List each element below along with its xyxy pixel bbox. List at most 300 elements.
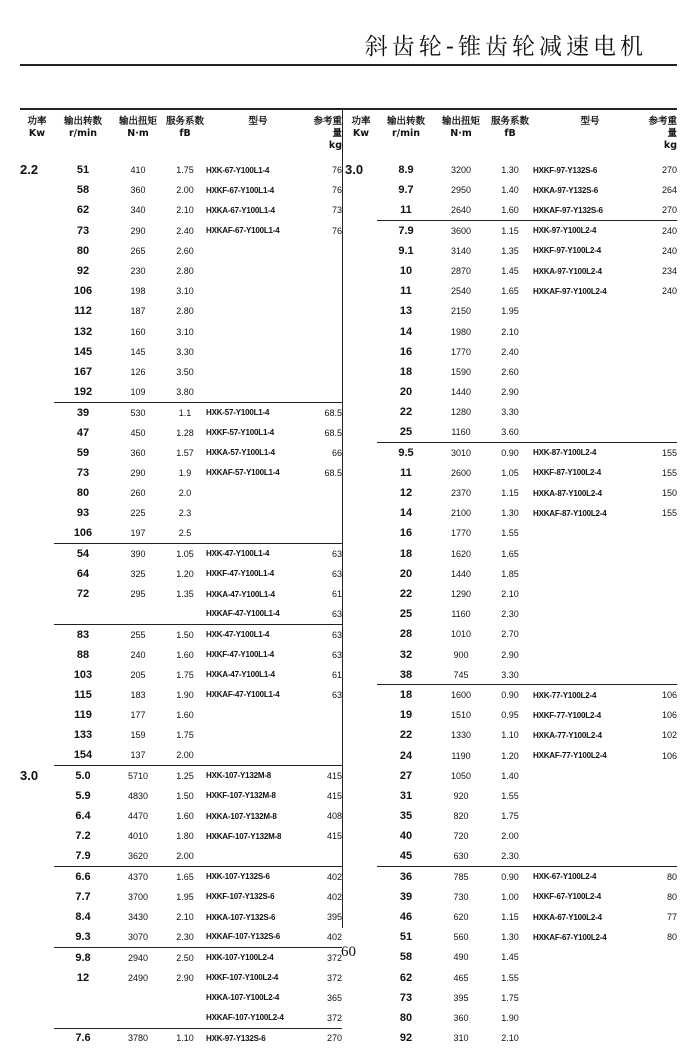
service-factor-cell: 2.5 bbox=[178, 528, 192, 539]
rpm-cell: 73 bbox=[76, 224, 90, 237]
left-header-row bbox=[20, 110, 342, 160]
table-row bbox=[345, 463, 677, 483]
torque-cell: 290 bbox=[130, 467, 146, 478]
service-factor-cell: 3.10 bbox=[176, 326, 194, 337]
kw-cell bbox=[345, 604, 377, 624]
model-cell bbox=[206, 362, 310, 382]
rpm-cell: 115 bbox=[74, 688, 92, 701]
service-factor-cell: 1.80 bbox=[176, 831, 194, 842]
torque-cell: 205 bbox=[130, 669, 146, 680]
torque-cell: 310 bbox=[453, 1033, 469, 1044]
torque-cell: 126 bbox=[130, 366, 146, 377]
kw-cell bbox=[20, 281, 54, 301]
model-cell: HXKF-77-Y100L2-4 bbox=[533, 710, 601, 720]
model-cell: HXKAF-67-Y100L2-4 bbox=[533, 932, 607, 942]
service-factor-cell: 3.30 bbox=[176, 346, 194, 357]
kw-cell bbox=[345, 584, 377, 604]
rpm-cell: 103 bbox=[73, 668, 93, 681]
model-cell: HXKA-107-Y100L2-4 bbox=[206, 993, 280, 1003]
service-factor-cell: 1.60 bbox=[501, 205, 519, 216]
service-factor-cell: 3.30 bbox=[501, 407, 519, 418]
kw-cell bbox=[20, 1008, 54, 1028]
table-row bbox=[345, 342, 677, 362]
service-factor-cell: 1.75 bbox=[501, 811, 519, 822]
weight-cell: 63 bbox=[310, 544, 342, 564]
weight-cell bbox=[310, 483, 342, 503]
kw-cell bbox=[20, 382, 54, 402]
service-factor-cell: 1.45 bbox=[501, 266, 519, 277]
table-row bbox=[20, 907, 342, 927]
torque-cell: 2950 bbox=[450, 185, 472, 196]
rpm-cell: 20 bbox=[399, 567, 413, 580]
weight-cell bbox=[647, 766, 677, 786]
model-cell bbox=[533, 362, 647, 382]
model-cell bbox=[533, 665, 647, 685]
table-row bbox=[345, 645, 677, 665]
weight-cell: 155 bbox=[661, 508, 677, 519]
weight-cell: 63 bbox=[331, 608, 342, 619]
table-row bbox=[20, 988, 342, 1008]
table-row bbox=[20, 968, 342, 988]
service-factor-cell: 1.55 bbox=[501, 528, 519, 539]
service-factor-cell: 2.30 bbox=[501, 851, 519, 862]
kw-cell bbox=[20, 887, 54, 907]
rpm-cell: 32 bbox=[399, 648, 413, 661]
weight-cell bbox=[647, 604, 677, 624]
weight-cell: 66 bbox=[331, 447, 342, 458]
service-factor-cell: 1.60 bbox=[176, 710, 194, 721]
weight-cell bbox=[310, 382, 342, 402]
weight-cell: 63 bbox=[331, 568, 342, 579]
model-cell: HXK-67-Y100L1-4 bbox=[206, 165, 270, 175]
service-factor-cell bbox=[164, 604, 206, 624]
model-cell bbox=[533, 806, 647, 826]
rpm-cell: 18 bbox=[399, 365, 413, 378]
weight-cell bbox=[310, 301, 342, 321]
service-factor-cell: 1.30 bbox=[501, 508, 519, 519]
weight-cell bbox=[647, 988, 677, 1008]
model-cell bbox=[533, 584, 647, 604]
table-row bbox=[20, 604, 342, 624]
weight-cell: 73 bbox=[331, 205, 342, 216]
weight-cell: 63 bbox=[331, 649, 342, 660]
kw-cell bbox=[345, 523, 377, 543]
table-row bbox=[20, 261, 342, 281]
rpm-cell: 16 bbox=[399, 345, 413, 358]
kw-cell bbox=[20, 544, 54, 564]
model-cell bbox=[206, 281, 310, 301]
model-cell: HXKF-67-Y100L2-4 bbox=[533, 892, 601, 902]
torque-cell: 900 bbox=[453, 649, 469, 660]
kw-cell bbox=[345, 846, 377, 866]
rpm-cell: 11 bbox=[400, 466, 412, 479]
torque-cell: 295 bbox=[130, 589, 146, 600]
kw-cell: 3.0 bbox=[20, 767, 39, 783]
model-cell bbox=[206, 241, 310, 261]
weight-cell: 372 bbox=[326, 1012, 342, 1023]
service-factor-cell: 2.10 bbox=[501, 589, 519, 600]
header-service-factor: 服务系数 fB bbox=[165, 116, 204, 139]
model-cell bbox=[206, 301, 310, 321]
torque-cell: 1510 bbox=[450, 710, 472, 721]
kw-cell bbox=[20, 826, 54, 846]
table-row bbox=[345, 241, 677, 261]
weight-cell bbox=[310, 322, 342, 342]
torque-cell: 1290 bbox=[450, 589, 472, 600]
model-cell bbox=[533, 301, 647, 321]
service-factor-cell: 2.10 bbox=[501, 326, 519, 337]
weight-cell: 106 bbox=[661, 750, 677, 761]
service-factor-cell: 2.70 bbox=[501, 629, 519, 640]
rpm-cell: 9.1 bbox=[398, 244, 414, 257]
torque-cell: 630 bbox=[453, 851, 469, 862]
rpm-cell: 9.8 bbox=[54, 947, 112, 967]
rpm-cell: 8.9 bbox=[398, 164, 414, 177]
kw-cell bbox=[20, 221, 54, 241]
weight-cell bbox=[647, 645, 677, 665]
weight-cell: 372 bbox=[310, 947, 342, 967]
table-row bbox=[345, 624, 677, 644]
model-cell: HXKAF-107-Y100L2-4 bbox=[206, 1013, 284, 1023]
left-spec-table bbox=[20, 110, 342, 1048]
table-row bbox=[20, 1028, 342, 1048]
model-cell bbox=[206, 342, 310, 362]
rpm-cell: 132 bbox=[73, 325, 93, 338]
rpm-cell: 25 bbox=[399, 426, 413, 439]
model-cell: HXK-67-Y100L2-4 bbox=[533, 867, 647, 887]
table-row bbox=[20, 766, 342, 786]
rpm-cell: 35 bbox=[399, 810, 413, 823]
service-factor-cell: 1.20 bbox=[176, 568, 194, 579]
rpm-cell: 133 bbox=[73, 729, 93, 742]
weight-cell: 240 bbox=[647, 221, 677, 241]
torque-cell: 3070 bbox=[127, 931, 149, 942]
kw-cell bbox=[20, 241, 54, 261]
header-rpm: 输出转数 r/min bbox=[386, 116, 425, 139]
service-factor-cell: 1.75 bbox=[176, 165, 194, 176]
kw-cell bbox=[345, 180, 377, 200]
model-cell bbox=[533, 766, 647, 786]
table-row bbox=[20, 443, 342, 463]
weight-cell: 80 bbox=[666, 932, 677, 943]
service-factor-cell: 1.65 bbox=[501, 548, 519, 559]
model-cell: HXKF-107-Y132M-8 bbox=[206, 791, 276, 801]
model-cell: HXKAF-47-Y100L1-4 bbox=[206, 609, 280, 619]
kw-cell bbox=[345, 887, 377, 907]
kw-cell bbox=[345, 745, 377, 765]
weight-cell: 63 bbox=[310, 624, 342, 644]
torque-cell: 109 bbox=[130, 386, 146, 397]
torque-cell: 395 bbox=[453, 992, 469, 1003]
service-factor-cell: 3.10 bbox=[176, 286, 194, 297]
model-cell bbox=[533, 846, 647, 866]
torque-cell: 187 bbox=[130, 306, 146, 317]
model-cell bbox=[533, 1008, 647, 1028]
kw-cell bbox=[20, 261, 54, 281]
weight-cell: 76 bbox=[331, 225, 342, 236]
weight-cell: 102 bbox=[661, 730, 677, 741]
rpm-cell: 7.2 bbox=[75, 830, 91, 843]
table-row bbox=[20, 645, 342, 665]
kw-cell bbox=[345, 402, 377, 422]
rpm-cell: 80 bbox=[399, 1011, 413, 1024]
table-row bbox=[20, 665, 342, 685]
rpm-cell: 51 bbox=[399, 931, 413, 944]
table-row bbox=[345, 261, 677, 281]
service-factor-cell: 1.10 bbox=[501, 730, 519, 741]
kw-cell bbox=[20, 443, 54, 463]
service-factor-cell: 1.75 bbox=[501, 992, 519, 1003]
service-factor-cell: 1.05 bbox=[164, 544, 206, 564]
torque-cell: 1010 bbox=[450, 629, 472, 640]
torque-cell: 5710 bbox=[112, 766, 164, 786]
kw-cell bbox=[20, 988, 54, 1008]
table-row bbox=[345, 544, 677, 564]
kw-cell bbox=[20, 564, 54, 584]
rpm-cell: 38 bbox=[399, 668, 413, 681]
service-factor-cell: 1.15 bbox=[487, 221, 533, 241]
rpm-cell: 73 bbox=[399, 991, 413, 1004]
table-row bbox=[20, 523, 342, 543]
model-cell bbox=[533, 402, 647, 422]
service-factor-cell: 1.40 bbox=[501, 185, 519, 196]
table-row bbox=[345, 483, 677, 503]
table-row bbox=[20, 705, 342, 725]
kw-cell bbox=[345, 564, 377, 584]
weight-cell bbox=[310, 725, 342, 745]
kw-cell bbox=[345, 483, 377, 503]
title-rule bbox=[20, 64, 677, 66]
torque-cell: 4470 bbox=[127, 811, 149, 822]
table-row bbox=[20, 685, 342, 705]
torque-cell: 360 bbox=[130, 185, 146, 196]
weight-cell: 415 bbox=[326, 831, 342, 842]
service-factor-cell: 1.95 bbox=[501, 306, 519, 317]
rpm-cell: 8.4 bbox=[75, 911, 91, 924]
weight-cell: 270 bbox=[310, 1028, 342, 1048]
torque-cell: 1280 bbox=[450, 407, 472, 418]
service-factor-cell: 3.80 bbox=[176, 386, 194, 397]
model-cell: HXKF-107-Y100L2-4 bbox=[206, 973, 279, 983]
service-factor-cell: 0.90 bbox=[487, 867, 533, 887]
rpm-cell: 22 bbox=[399, 729, 413, 742]
kw-cell bbox=[20, 907, 54, 927]
weight-cell bbox=[310, 523, 342, 543]
service-factor-cell: 2.00 bbox=[501, 831, 519, 842]
torque-cell: 1160 bbox=[451, 609, 471, 620]
page-title: 斜齿轮-锥齿轮减速电机 bbox=[364, 34, 647, 60]
torque-cell: 490 bbox=[453, 952, 469, 963]
table-row bbox=[20, 503, 342, 523]
table-row bbox=[20, 725, 342, 745]
header-kw: 功率 Kw bbox=[351, 116, 371, 139]
rpm-cell: 62 bbox=[76, 204, 90, 217]
column-divider bbox=[342, 108, 343, 928]
left-table-section bbox=[20, 110, 342, 1048]
rpm-cell: 46 bbox=[399, 911, 413, 924]
service-factor-cell: 2.40 bbox=[176, 225, 194, 236]
table-row bbox=[20, 806, 342, 826]
kw-cell bbox=[20, 463, 54, 483]
torque-cell: 160 bbox=[130, 326, 146, 337]
torque-cell: 3010 bbox=[435, 443, 487, 463]
torque-cell: 785 bbox=[435, 867, 487, 887]
weight-cell bbox=[310, 261, 342, 281]
kw-cell bbox=[20, 685, 54, 705]
table-row bbox=[345, 160, 677, 180]
weight-cell: 76 bbox=[331, 165, 342, 176]
rpm-cell: 14 bbox=[399, 325, 413, 338]
model-cell bbox=[206, 503, 310, 523]
model-cell: HXK-107-Y100L2-4 bbox=[206, 947, 310, 967]
rpm-cell: 5.0 bbox=[54, 766, 112, 786]
weight-cell bbox=[647, 544, 677, 564]
service-factor-cell: 2.90 bbox=[501, 649, 519, 660]
model-cell bbox=[533, 422, 647, 442]
service-factor-cell: 2.60 bbox=[501, 366, 519, 377]
table-row bbox=[345, 786, 677, 806]
kw-cell bbox=[345, 826, 377, 846]
weight-cell: 365 bbox=[326, 992, 342, 1003]
model-cell: HXKF-97-Y132S-6 bbox=[533, 165, 598, 175]
service-factor-cell: 2.30 bbox=[501, 609, 519, 620]
weight-cell: 408 bbox=[326, 811, 342, 822]
model-cell: HXKA-87-Y100L2-4 bbox=[533, 488, 602, 498]
model-cell bbox=[206, 725, 310, 745]
table-row bbox=[20, 281, 342, 301]
model-cell: HXKAF-77-Y100L2-4 bbox=[533, 751, 607, 761]
rpm-cell: 47 bbox=[76, 426, 90, 439]
service-factor-cell: 1.20 bbox=[501, 750, 519, 761]
weight-cell bbox=[647, 301, 677, 321]
service-factor-cell: 1.90 bbox=[176, 689, 194, 700]
kw-cell bbox=[345, 281, 377, 301]
weight-cell bbox=[310, 342, 342, 362]
table-row bbox=[20, 544, 342, 564]
kw-cell bbox=[20, 624, 54, 644]
model-cell bbox=[533, 988, 647, 1008]
rpm-cell: 39 bbox=[54, 402, 112, 422]
model-cell bbox=[533, 322, 647, 342]
weight-cell: 150 bbox=[661, 488, 677, 499]
service-factor-cell: 1.60 bbox=[176, 811, 194, 822]
rpm-cell: 6.4 bbox=[75, 810, 91, 823]
service-factor-cell: 2.00 bbox=[176, 185, 194, 196]
kw-cell bbox=[345, 544, 377, 564]
model-cell bbox=[206, 705, 310, 725]
kw-cell bbox=[345, 806, 377, 826]
torque-cell: 1590 bbox=[450, 366, 472, 377]
service-factor-cell: 2.60 bbox=[176, 245, 194, 256]
model-cell: HXKF-67-Y100L1-4 bbox=[206, 185, 274, 195]
kw-cell bbox=[345, 241, 377, 261]
kw-cell bbox=[345, 786, 377, 806]
weight-cell bbox=[647, 342, 677, 362]
kw-cell bbox=[20, 342, 54, 362]
kw-cell bbox=[20, 483, 54, 503]
rpm-cell: 167 bbox=[73, 365, 93, 378]
service-factor-cell: 3.60 bbox=[501, 427, 519, 438]
weight-cell: 106 bbox=[661, 710, 677, 721]
service-factor-cell: 3.50 bbox=[176, 366, 194, 377]
service-factor-cell: 1.57 bbox=[176, 447, 194, 458]
weight-cell bbox=[647, 624, 677, 644]
page-number: 60 bbox=[341, 944, 356, 960]
model-cell: HXKF-97-Y100L2-4 bbox=[533, 246, 601, 256]
model-cell bbox=[533, 564, 647, 584]
torque-cell: 290 bbox=[130, 225, 146, 236]
kw-cell bbox=[345, 1028, 377, 1048]
rpm-cell: 72 bbox=[76, 588, 90, 601]
service-factor-cell: 2.90 bbox=[176, 972, 194, 983]
kw-cell bbox=[20, 867, 54, 887]
torque-cell: 255 bbox=[112, 624, 164, 644]
rpm-cell: 25 bbox=[399, 608, 413, 621]
table-row bbox=[345, 221, 677, 241]
service-factor-cell: 1.60 bbox=[176, 649, 194, 660]
kw-cell bbox=[20, 200, 54, 220]
weight-cell: 402 bbox=[326, 891, 342, 902]
weight-cell: 415 bbox=[326, 790, 342, 801]
weight-cell bbox=[310, 745, 342, 765]
kw-cell bbox=[20, 523, 54, 543]
kw-cell bbox=[20, 422, 54, 442]
model-cell: HXKA-107-Y132M-8 bbox=[206, 811, 277, 821]
rpm-cell: 9.5 bbox=[377, 443, 435, 463]
torque-cell: 360 bbox=[130, 447, 146, 458]
torque-cell: 340 bbox=[130, 205, 146, 216]
weight-cell: 61 bbox=[331, 589, 342, 600]
model-cell bbox=[533, 604, 647, 624]
table-row bbox=[20, 402, 342, 422]
weight-cell bbox=[647, 564, 677, 584]
rpm-cell: 7.9 bbox=[75, 850, 91, 863]
rpm-cell: 92 bbox=[76, 265, 90, 278]
service-factor-cell: 0.90 bbox=[487, 443, 533, 463]
rpm-cell: 62 bbox=[399, 971, 413, 984]
model-cell bbox=[206, 322, 310, 342]
table-row bbox=[20, 241, 342, 261]
header-rpm: 输出转数 r/min bbox=[63, 116, 102, 139]
right-table-section bbox=[345, 110, 677, 1048]
table-row bbox=[20, 322, 342, 342]
torque-cell: 325 bbox=[130, 568, 146, 579]
rpm-cell: 192 bbox=[73, 385, 93, 398]
table-row bbox=[345, 584, 677, 604]
table-row bbox=[20, 463, 342, 483]
right-header-row bbox=[345, 110, 677, 160]
torque-cell: 230 bbox=[130, 266, 146, 277]
torque-cell: 450 bbox=[130, 427, 146, 438]
service-factor-cell bbox=[164, 1008, 206, 1028]
rpm-cell: 13 bbox=[399, 305, 413, 318]
service-factor-cell: 1.35 bbox=[501, 245, 519, 256]
weight-cell: 415 bbox=[310, 766, 342, 786]
rpm-cell: 28 bbox=[399, 628, 413, 641]
rpm-cell: 58 bbox=[399, 951, 413, 964]
rpm-cell: 59 bbox=[76, 446, 90, 459]
table-row bbox=[345, 745, 677, 765]
model-cell bbox=[533, 523, 647, 543]
rpm-cell: 20 bbox=[399, 386, 413, 399]
torque-cell bbox=[112, 604, 164, 624]
table-row bbox=[345, 301, 677, 321]
table-row bbox=[345, 281, 677, 301]
model-cell: HXKA-47-Y100L1-4 bbox=[206, 670, 275, 680]
rpm-cell: 11 bbox=[400, 285, 412, 298]
rpm-cell: 22 bbox=[399, 588, 413, 601]
rpm-cell bbox=[54, 988, 112, 1008]
